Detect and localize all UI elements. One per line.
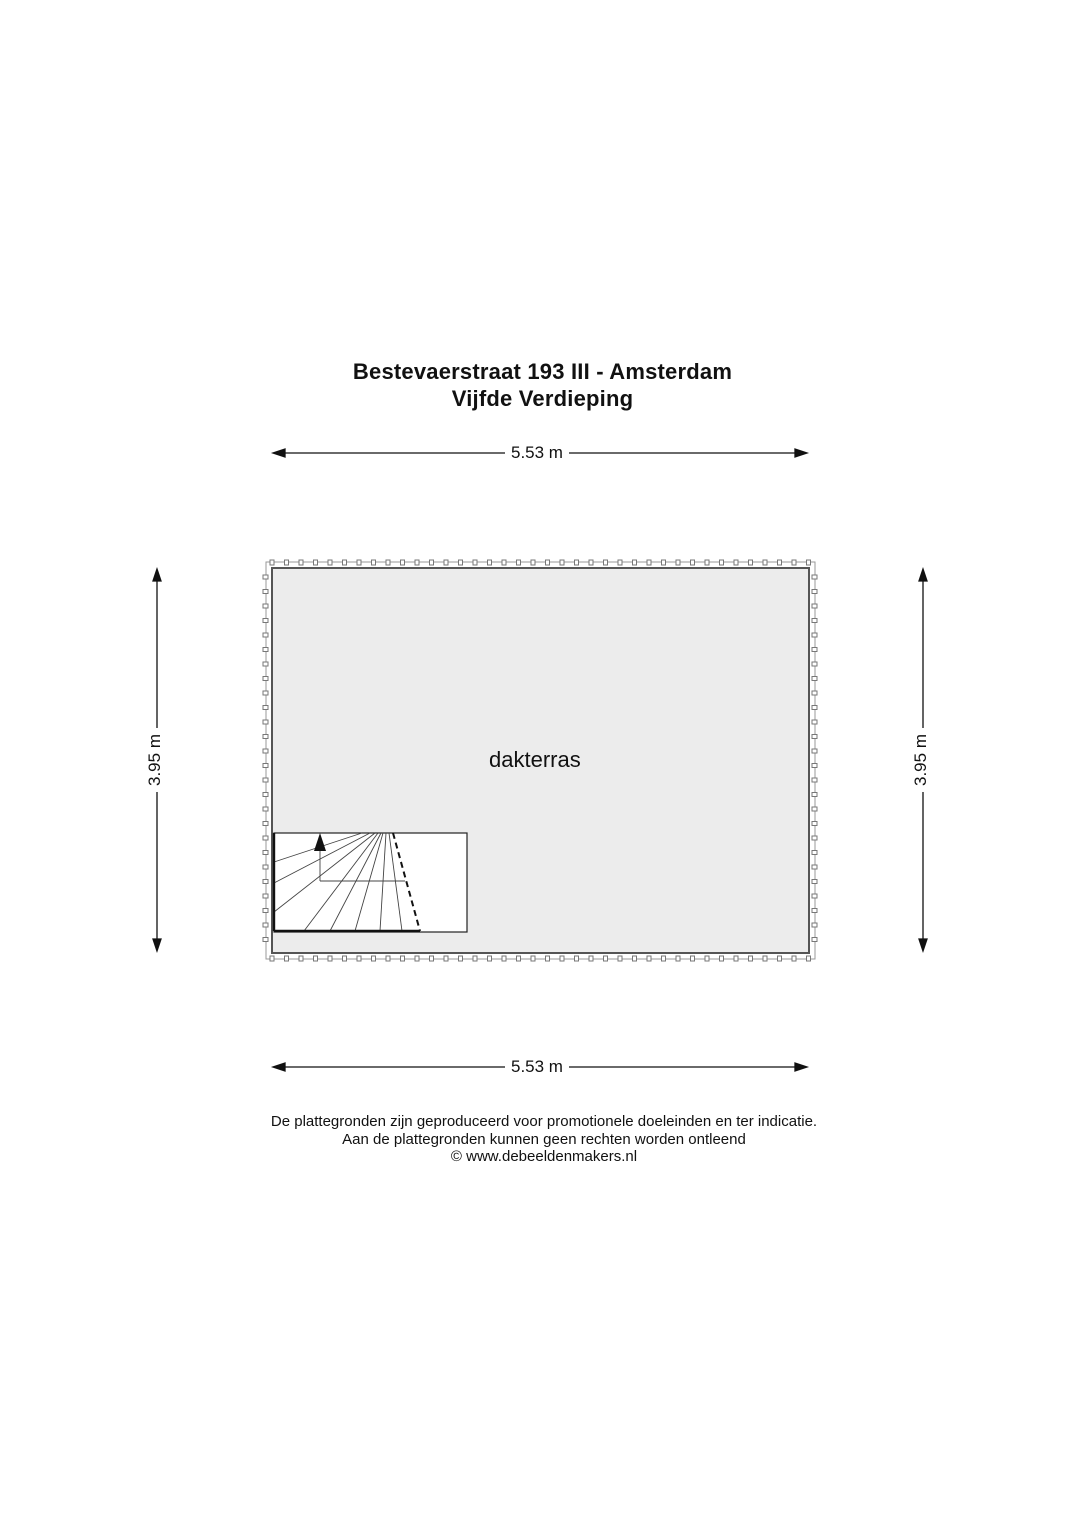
- railing-post: [812, 836, 817, 840]
- railing-post: [401, 956, 405, 961]
- railing-post: [812, 720, 817, 724]
- left-dimension-label: 3.95 m: [145, 728, 165, 792]
- railing-post: [763, 560, 767, 565]
- railing-post: [812, 590, 817, 594]
- railing-post: [263, 807, 268, 811]
- railing-post: [812, 662, 817, 666]
- railing-post: [812, 706, 817, 710]
- railing-post: [386, 956, 390, 961]
- railing-post: [263, 662, 268, 666]
- railing-post: [705, 560, 709, 565]
- railing-post: [589, 956, 593, 961]
- railing-post: [263, 575, 268, 579]
- railing-post: [589, 560, 593, 565]
- railing-post: [812, 604, 817, 608]
- railing-post: [691, 956, 695, 961]
- railing-post: [263, 778, 268, 782]
- railing-post: [263, 590, 268, 594]
- disclaimer-line-2: Aan de plattegronden kunnen geen rechten worden ontleend: [342, 1130, 746, 1148]
- room-label-terrace: dakterras: [489, 747, 581, 772]
- right-dimension-label: 3.95 m: [911, 728, 931, 792]
- railing-post: [691, 560, 695, 565]
- railing-post: [263, 749, 268, 753]
- railing-post: [343, 956, 347, 961]
- railing-post: [430, 560, 434, 565]
- railing-post: [517, 560, 521, 565]
- railing-post: [618, 560, 622, 565]
- railing-post: [263, 706, 268, 710]
- railing-post: [401, 560, 405, 565]
- railing-post: [263, 909, 268, 913]
- railing-post: [662, 956, 666, 961]
- railing-post: [778, 560, 782, 565]
- railing-post: [473, 560, 477, 565]
- railing-post: [812, 619, 817, 623]
- railing-post: [720, 956, 724, 961]
- railing-post: [263, 822, 268, 826]
- railing-post: [357, 956, 361, 961]
- railing-post: [812, 749, 817, 753]
- railing-post: [270, 956, 274, 961]
- railing-post: [546, 560, 550, 565]
- railing-post: [531, 956, 535, 961]
- railing-post: [676, 956, 680, 961]
- railing-post: [720, 560, 724, 565]
- railing-post: [357, 560, 361, 565]
- railing-post: [812, 909, 817, 913]
- railing-post: [812, 938, 817, 942]
- railing-post: [812, 807, 817, 811]
- railing-post: [517, 956, 521, 961]
- railing-post: [328, 560, 332, 565]
- railing-post: [444, 956, 448, 961]
- top-dimension-label: 5.53 m: [505, 443, 569, 463]
- railing-post: [763, 956, 767, 961]
- railing-post: [812, 851, 817, 855]
- railing-post: [647, 956, 651, 961]
- railing-post: [415, 956, 419, 961]
- railing-post: [792, 560, 796, 565]
- railing-post: [812, 894, 817, 898]
- railing-post: [676, 560, 680, 565]
- railing-post: [705, 956, 709, 961]
- railing-post: [807, 956, 811, 961]
- railing-post: [263, 851, 268, 855]
- railing-post: [263, 604, 268, 608]
- railing-post: [778, 956, 782, 961]
- railing-post: [807, 560, 811, 565]
- railing-post: [263, 938, 268, 942]
- railing-post: [473, 956, 477, 961]
- railing-post: [415, 560, 419, 565]
- railing-post: [546, 956, 550, 961]
- railing-post: [812, 691, 817, 695]
- railing-post: [560, 956, 564, 961]
- railing-post: [444, 560, 448, 565]
- railing-post: [263, 923, 268, 927]
- page-title: Bestevaerstraat 193 III - Amsterdam: [352, 359, 733, 384]
- floor-subtitle: Vijfde Verdieping: [451, 386, 634, 411]
- railing-post: [285, 560, 289, 565]
- railing-post: [812, 865, 817, 869]
- railing-post: [647, 560, 651, 565]
- railing-post: [430, 956, 434, 961]
- railing-post: [812, 822, 817, 826]
- railing-post: [812, 880, 817, 884]
- railing-post: [263, 619, 268, 623]
- railing-post: [502, 956, 506, 961]
- disclaimer-line-1: De plattegronden zijn geproduceerd voor promotionele doeleinden en ter indicatie.: [270, 1113, 818, 1130]
- railing-post: [299, 560, 303, 565]
- railing-post: [633, 956, 637, 961]
- railing-post: [263, 720, 268, 724]
- railing-post: [488, 560, 492, 565]
- railing-post: [812, 575, 817, 579]
- railing-post: [502, 560, 506, 565]
- railing-post: [314, 560, 318, 565]
- railing-post: [263, 836, 268, 840]
- railing-post: [285, 956, 289, 961]
- railing-post: [734, 956, 738, 961]
- railing-post: [575, 560, 579, 565]
- railing-post: [812, 764, 817, 768]
- railing-post: [812, 778, 817, 782]
- railing-post: [560, 560, 564, 565]
- railing-post: [575, 956, 579, 961]
- railing-post: [372, 956, 376, 961]
- railing-post: [812, 633, 817, 637]
- railing-post: [604, 956, 608, 961]
- railing-post: [263, 865, 268, 869]
- railing-post: [812, 677, 817, 681]
- railing-post: [263, 764, 268, 768]
- railing-post: [372, 560, 376, 565]
- disclaimer-line-3: © www.debeeldenmakers.nl: [450, 1148, 638, 1165]
- disclaimer: [0, 1113, 1080, 1166]
- railing-post: [263, 677, 268, 681]
- railing-post: [749, 560, 753, 565]
- railing-post: [633, 560, 637, 565]
- bottom-dimension-label: 5.53 m: [505, 1057, 569, 1077]
- railing-post: [386, 560, 390, 565]
- railing-post: [328, 956, 332, 961]
- railing-post: [734, 560, 738, 565]
- railing-post: [488, 956, 492, 961]
- railing-post: [263, 633, 268, 637]
- railing-post: [604, 560, 608, 565]
- railing-post: [263, 793, 268, 797]
- railing-post: [459, 560, 463, 565]
- staircase: [274, 833, 467, 932]
- railing-post: [343, 560, 347, 565]
- railing-post: [531, 560, 535, 565]
- railing-post: [459, 956, 463, 961]
- railing-post: [812, 735, 817, 739]
- railing-post: [618, 956, 622, 961]
- railing-post: [299, 956, 303, 961]
- railing-post: [812, 648, 817, 652]
- railing-post: [812, 923, 817, 927]
- railing-post: [812, 793, 817, 797]
- railing-post: [263, 648, 268, 652]
- railing-post: [749, 956, 753, 961]
- railing-post: [314, 956, 318, 961]
- railing-post: [270, 560, 274, 565]
- railing-post: [263, 691, 268, 695]
- railing-post: [263, 735, 268, 739]
- railing-post: [662, 560, 666, 565]
- railing-post: [792, 956, 796, 961]
- railing-post: [263, 880, 268, 884]
- railing-post: [263, 894, 268, 898]
